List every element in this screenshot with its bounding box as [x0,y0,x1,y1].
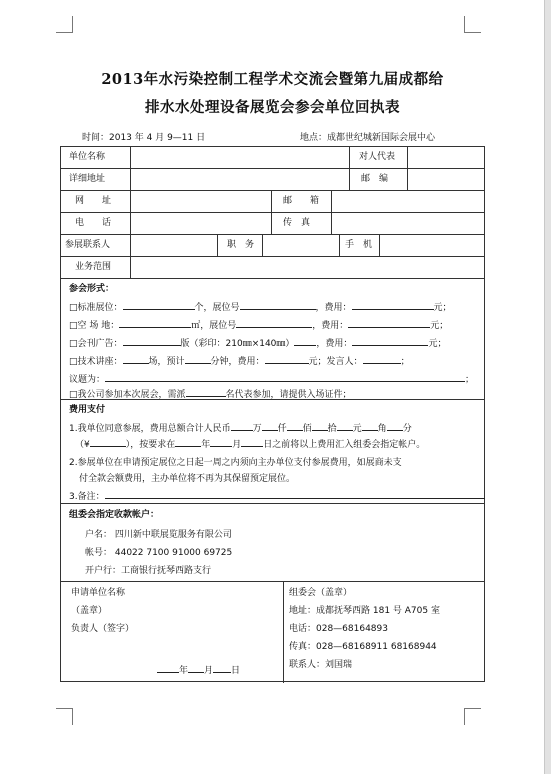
row-divider [61,278,484,279]
qian-label: 仟 [277,424,287,434]
space-area-blank[interactable] [119,318,191,328]
wan-blank[interactable] [231,421,253,431]
committee-seal: 组委会（盖章） [289,588,353,598]
journal-fee-label: ，费用： [316,339,353,349]
jiao-blank[interactable] [362,421,378,431]
label-mobile: 手 机 [345,240,373,250]
yuan-blank[interactable] [337,421,353,431]
remarks-label: 3.备注： [69,492,105,502]
sign-month-blank[interactable] [188,663,204,673]
rmb-amount-blank[interactable] [90,437,126,447]
topic-end: ； [465,375,475,385]
journal-blank[interactable] [294,336,316,346]
fen-label: 分 [402,424,412,434]
sign-year-blank[interactable] [157,663,179,673]
sign-year-label: 年 [179,666,189,676]
row-divider [61,168,484,169]
option-space[interactable] [69,318,448,332]
journal-pages-blank[interactable] [123,336,181,346]
booth-fee-blank[interactable] [352,300,434,310]
col-divider [349,168,350,190]
row-divider [61,256,484,257]
deadline-month-label: 月 [232,440,242,450]
space-fee-label: ，费用： [312,321,349,331]
label-contact-rep: 对人代表 [359,152,396,162]
col-divider [130,234,131,278]
attend-count-blank[interactable] [186,387,226,397]
rmb-open-label: （¥ [75,440,90,450]
deadline-day-blank[interactable] [241,437,263,447]
label-exhibitor-contact: 参展联系人 [65,240,111,250]
col-divider [379,234,380,256]
lecture-count-blank[interactable] [123,354,149,364]
payment-item-2a: 2.参展单位在申请预定展位之日起一周之内须向主办单位支付参展费用，如展商未支 [69,458,402,468]
payment-heading: 费用支付 [69,405,106,415]
col-divider [407,147,408,168]
label-phone: 电 话 [75,218,112,228]
topic-line[interactable] [69,372,474,386]
row-divider [61,234,484,235]
deadline-end: 日之前将以上费用汇入组委会指定帐户。 [263,440,426,450]
applicant-seal-label: （盖章） [71,606,108,616]
booth-number-blank[interactable] [240,300,316,310]
booth-fee-label: ，费用： [315,303,352,313]
crop-mark-bottom-left [56,708,73,725]
journal-fee-blank[interactable] [352,336,428,346]
lecture-speaker-blank[interactable] [363,354,401,364]
payment-item-1b [75,437,425,451]
participation-heading: 参会形式： [69,284,115,294]
deadline-year-blank[interactable] [175,437,201,447]
lecture-fee-label: 分钟，费用： [210,357,265,367]
title-line-1: 2013年水污染控制工程学术交流会暨第九届成都给 [101,71,444,88]
sign-date[interactable] [157,663,240,677]
attend-end: 名代表参加，请提供入场证件； [225,390,352,400]
remarks-blank[interactable] [105,489,485,499]
meeting-time: 时间：2013 年 4 月 9—11 日 [82,133,206,143]
crop-mark-bottom-right [464,708,481,725]
label-business-scope: 业务范围 [75,262,112,272]
label-address: 详细地址 [69,174,106,184]
deadline-month-blank[interactable] [210,437,232,447]
committee-contact: 联系人：刘国瑞 [289,660,353,670]
account-heading: 组委会指定收款帐户： [69,510,160,520]
col-divider [349,147,350,168]
col-divider [283,581,284,683]
bai-blank[interactable] [287,421,303,431]
committee-address: 地址：成都抚琴西路 181 号 A705 室 [289,606,440,616]
col-divider [262,234,263,256]
crop-mark-top-right [464,16,481,33]
responsible-person-label: 负责人（签字） [71,624,135,634]
account-number: 帐号： 44022 7100 91000 69725 [85,548,233,558]
journal-yuan-label: 元； [428,339,447,349]
space-fee-blank[interactable] [348,318,430,328]
crop-mark-top-left [56,16,73,33]
space-yuan-label: 元； [430,321,449,331]
payment-amount-label: 1.我单位同意参展，费用总额合计人民币 [69,424,231,434]
journal-size-label: 版（彩印：210㎜×140㎜） [180,339,295,349]
lecture-speaker-label: 元；发言人： [308,357,363,367]
row-divider [61,190,484,191]
col-divider [130,190,131,234]
deadline-year-label: 年 [201,440,211,450]
booth-count-blank[interactable] [123,300,195,310]
option-journal-ad[interactable] [69,336,446,350]
lecture-fee-blank[interactable] [265,354,309,364]
topic-blank[interactable] [105,372,465,382]
jiao-label: 角 [377,424,387,434]
option-attend[interactable] [69,387,352,401]
qian-blank[interactable] [262,421,278,431]
payment-item-1 [69,421,412,435]
sign-day-blank[interactable] [213,663,231,673]
sign-day-label: 日 [231,666,241,676]
col-divider [331,190,332,234]
lecture-end: ； [400,357,410,367]
booth-label: □标准展位： [69,303,123,313]
account-bank: 开户行：工商银行抚琴西路支行 [85,566,212,576]
col-divider [217,234,218,256]
option-standard-booth[interactable] [69,300,452,314]
lecture-label: □技术讲座： [69,357,123,367]
label-unit-name: 单位名称 [69,152,106,162]
lecture-minutes-blank[interactable] [185,354,211,364]
col-divider [407,168,408,190]
meeting-place: 地点：成都世纪城新国际会展中心 [300,133,436,143]
payment-item-2b: 付全款会额费用，主办单位将不再为其保留预定展位。 [79,474,296,484]
row-divider [61,212,484,213]
wan-label: 万 [252,424,262,434]
section-divider [61,581,484,582]
label-website: 网 址 [75,196,112,206]
title-line-2: 排水水处理设备展览会参会单位回执表 [145,99,400,116]
label-position: 职 务 [227,240,255,250]
lecture-minutes-label: 场，预计 [148,357,185,367]
fen-blank[interactable] [387,421,403,431]
shi-label: 拾 [327,424,337,434]
space-label: □空 场 地： [69,321,120,331]
applicant-name-label: 申请单位名称 [71,588,126,598]
deadline-label: ），按要求在 [125,440,176,450]
journal-label: □会刊广告： [69,339,123,349]
label-fax: 传 真 [283,218,311,228]
topic-label: 议题为： [69,375,106,385]
col-divider [339,234,340,256]
bai-label: 佰 [302,424,312,434]
booth-number-label: 个，展位号 [194,303,240,313]
section-divider [61,503,484,504]
committee-fax: 传真：028—68168911 68168944 [289,642,437,652]
col-divider [271,190,272,234]
yuan-label: 元 [352,424,362,434]
space-number-label: ㎡，展位号 [191,321,237,331]
sign-month-label: 月 [204,666,214,676]
shi-blank[interactable] [312,421,328,431]
registration-form [60,146,485,682]
space-number-blank[interactable] [236,318,312,328]
label-postcode: 邮 编 [361,174,389,184]
booth-yuan-label: 元； [433,303,452,313]
option-lecture[interactable] [69,354,410,368]
label-email: 邮 箱 [283,196,320,206]
vertical-scrollbar[interactable] [544,0,551,774]
committee-phone: 电话：028—68164893 [289,624,388,634]
payment-item-3 [69,489,485,503]
account-name: 户名： 四川新中联展览服务有限公司 [85,530,232,540]
attend-label: □我公司参加本次展会，需派 [69,390,186,400]
